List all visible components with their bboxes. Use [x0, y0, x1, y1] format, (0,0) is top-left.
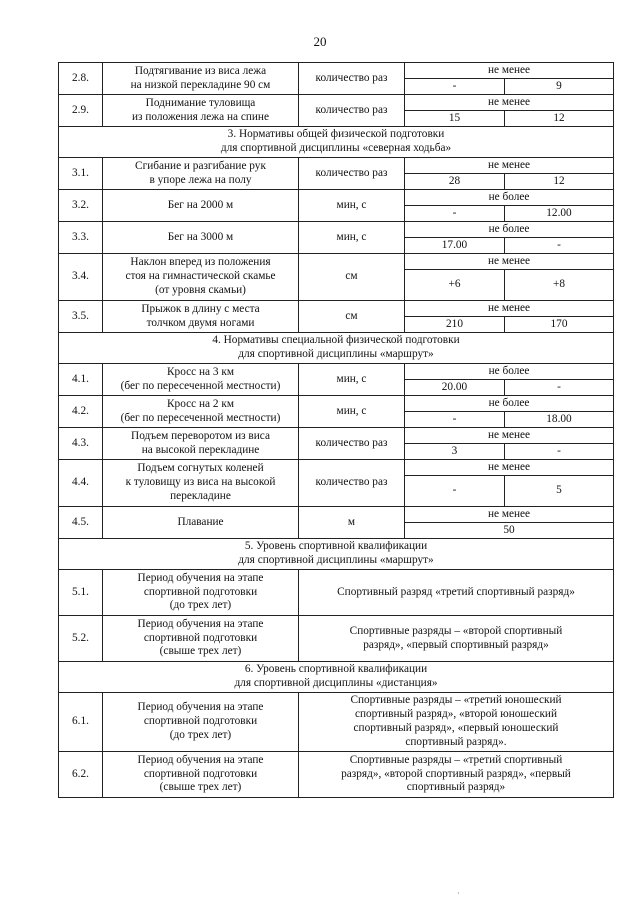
table-row [59, 460, 614, 476]
unit: количество раз [299, 63, 405, 95]
table-row [59, 63, 614, 79]
exercise-name: Подъем переворотом из виса на высокой перекладине [103, 428, 299, 460]
table-row [59, 507, 614, 523]
table-row [59, 254, 614, 270]
unit: см [299, 254, 405, 301]
exercise-name: Бег на 3000 м [103, 222, 299, 254]
table-row [59, 190, 614, 206]
row-number: 6.1. [59, 693, 103, 752]
condition: не менее [405, 95, 614, 111]
row-number: 4.5. [59, 507, 103, 539]
condition: не более [405, 222, 614, 238]
exercise-name: Кросс на 2 км (бег по пересеченной местности) [103, 396, 299, 428]
value-girls: 12 [505, 174, 614, 190]
qualification: Спортивные разряды – «третий спортивный разряд», «второй спортивный разряд», «первый спортивный разряд» [299, 752, 614, 798]
norms-table [58, 62, 614, 798]
row-number: 4.3. [59, 428, 103, 460]
row-number: 4.2. [59, 396, 103, 428]
period-name: Период обучения на этапе спортивной подготовки (до трех лет) [103, 570, 299, 616]
row-number: 5.2. [59, 616, 103, 662]
unit: см [299, 301, 405, 333]
unit: мин, с [299, 396, 405, 428]
condition: не менее [405, 158, 614, 174]
table-row [59, 396, 614, 412]
row-number: 4.4. [59, 460, 103, 507]
section-header: 6. Уровень спортивной квалификации для спортивной дисциплины «дистанция» [59, 662, 614, 693]
row-number: 2.8. [59, 63, 103, 95]
section-header: 4. Нормативы специальной физической подготовки для спортивной дисциплины «маршрут» [59, 333, 614, 364]
value-girls: 12.00 [505, 206, 614, 222]
section-header: 5. Уровень спортивной квалификации для спортивной дисциплины «маршрут» [59, 539, 614, 570]
row-number: 3.2. [59, 190, 103, 222]
exercise-name: Наклон вперед из положения стоя на гимнастической скамье (от уровня скамьи) [103, 254, 299, 301]
row-number: 2.9. [59, 95, 103, 127]
exercise-name: Поднимание туловища из положения лежа на спине [103, 95, 299, 127]
unit: мин, с [299, 222, 405, 254]
qualification: Спортивный разряд «третий спортивный разряд» [299, 570, 614, 616]
table-row [59, 95, 614, 111]
value-boys: 17.00 [405, 238, 505, 254]
value-girls: 9 [505, 79, 614, 95]
table-row [59, 570, 614, 616]
unit: количество раз [299, 460, 405, 507]
value-boys: - [405, 79, 505, 95]
exercise-name: Подтягивание из виса лежа на низкой перекладине 90 см [103, 63, 299, 95]
row-number: 6.2. [59, 752, 103, 798]
unit: мин, с [299, 190, 405, 222]
table-row [59, 222, 614, 238]
period-name: Период обучения на этапе спортивной подготовки (свыше трех лет) [103, 616, 299, 662]
table-row [59, 752, 614, 798]
value-boys: 210 [405, 317, 505, 333]
row-number: 5.1. [59, 570, 103, 616]
unit: количество раз [299, 158, 405, 190]
row-number: 3.1. [59, 158, 103, 190]
period-name: Период обучения на этапе спортивной подготовки (до трех лет) [103, 693, 299, 752]
condition: не менее [405, 507, 614, 523]
table-row [59, 616, 614, 662]
value-boys: 15 [405, 111, 505, 127]
qualification: Спортивные разряды – «второй спортивный разряд», «первый спортивный разряд» [299, 616, 614, 662]
value-girls: 18.00 [505, 412, 614, 428]
scan-mark: · [457, 889, 460, 898]
condition: не менее [405, 254, 614, 270]
qualification: Спортивные разряды – «третий юношеский спортивный разряд», «второй юношеский спортивный разряд», «первый юношеский спортивный разряд». [299, 693, 614, 752]
exercise-name: Плавание [103, 507, 299, 539]
condition: не менее [405, 460, 614, 476]
row-number: 3.3. [59, 222, 103, 254]
table-row [59, 158, 614, 174]
row-number: 3.5. [59, 301, 103, 333]
table-row [59, 301, 614, 317]
value-boys: - [405, 206, 505, 222]
condition: не более [405, 396, 614, 412]
exercise-name: Сгибание и разгибание рук в упоре лежа на полу [103, 158, 299, 190]
value-boys: 28 [405, 174, 505, 190]
table-row [59, 428, 614, 444]
unit: количество раз [299, 95, 405, 127]
unit: количество раз [299, 428, 405, 460]
period-name: Период обучения на этапе спортивной подготовки (свыше трех лет) [103, 752, 299, 798]
unit: м [299, 507, 405, 539]
value-boys: - [405, 476, 505, 507]
row-number: 3.4. [59, 254, 103, 301]
row-number: 4.1. [59, 364, 103, 396]
condition: не менее [405, 301, 614, 317]
value-boys: +6 [405, 270, 505, 301]
value-girls: +8 [505, 270, 614, 301]
table-row [59, 693, 614, 752]
condition: не менее [405, 63, 614, 79]
value-girls: 12 [505, 111, 614, 127]
value-girls: - [505, 444, 614, 460]
value: 50 [405, 523, 614, 539]
condition: не более [405, 190, 614, 206]
value-girls: 5 [505, 476, 614, 507]
value-girls: - [505, 380, 614, 396]
value-boys: 20.00 [405, 380, 505, 396]
condition: не менее [405, 428, 614, 444]
value-boys: 3 [405, 444, 505, 460]
value-girls: - [505, 238, 614, 254]
page-number: 20 [313, 34, 327, 49]
exercise-name: Бег на 2000 м [103, 190, 299, 222]
value-boys: - [405, 412, 505, 428]
condition: не более [405, 364, 614, 380]
exercise-name: Подъем согнутых коленей к туловищу из виса на высокой перекладине [103, 460, 299, 507]
exercise-name: Прыжок в длину с места толчком двумя ногами [103, 301, 299, 333]
value-girls: 170 [505, 317, 614, 333]
section-header: 3. Нормативы общей физической подготовки для спортивной дисциплины «северная ходьба» [59, 127, 614, 158]
table-row [59, 364, 614, 380]
unit: мин, с [299, 364, 405, 396]
exercise-name: Кросс на 3 км (бег по пересеченной местности) [103, 364, 299, 396]
